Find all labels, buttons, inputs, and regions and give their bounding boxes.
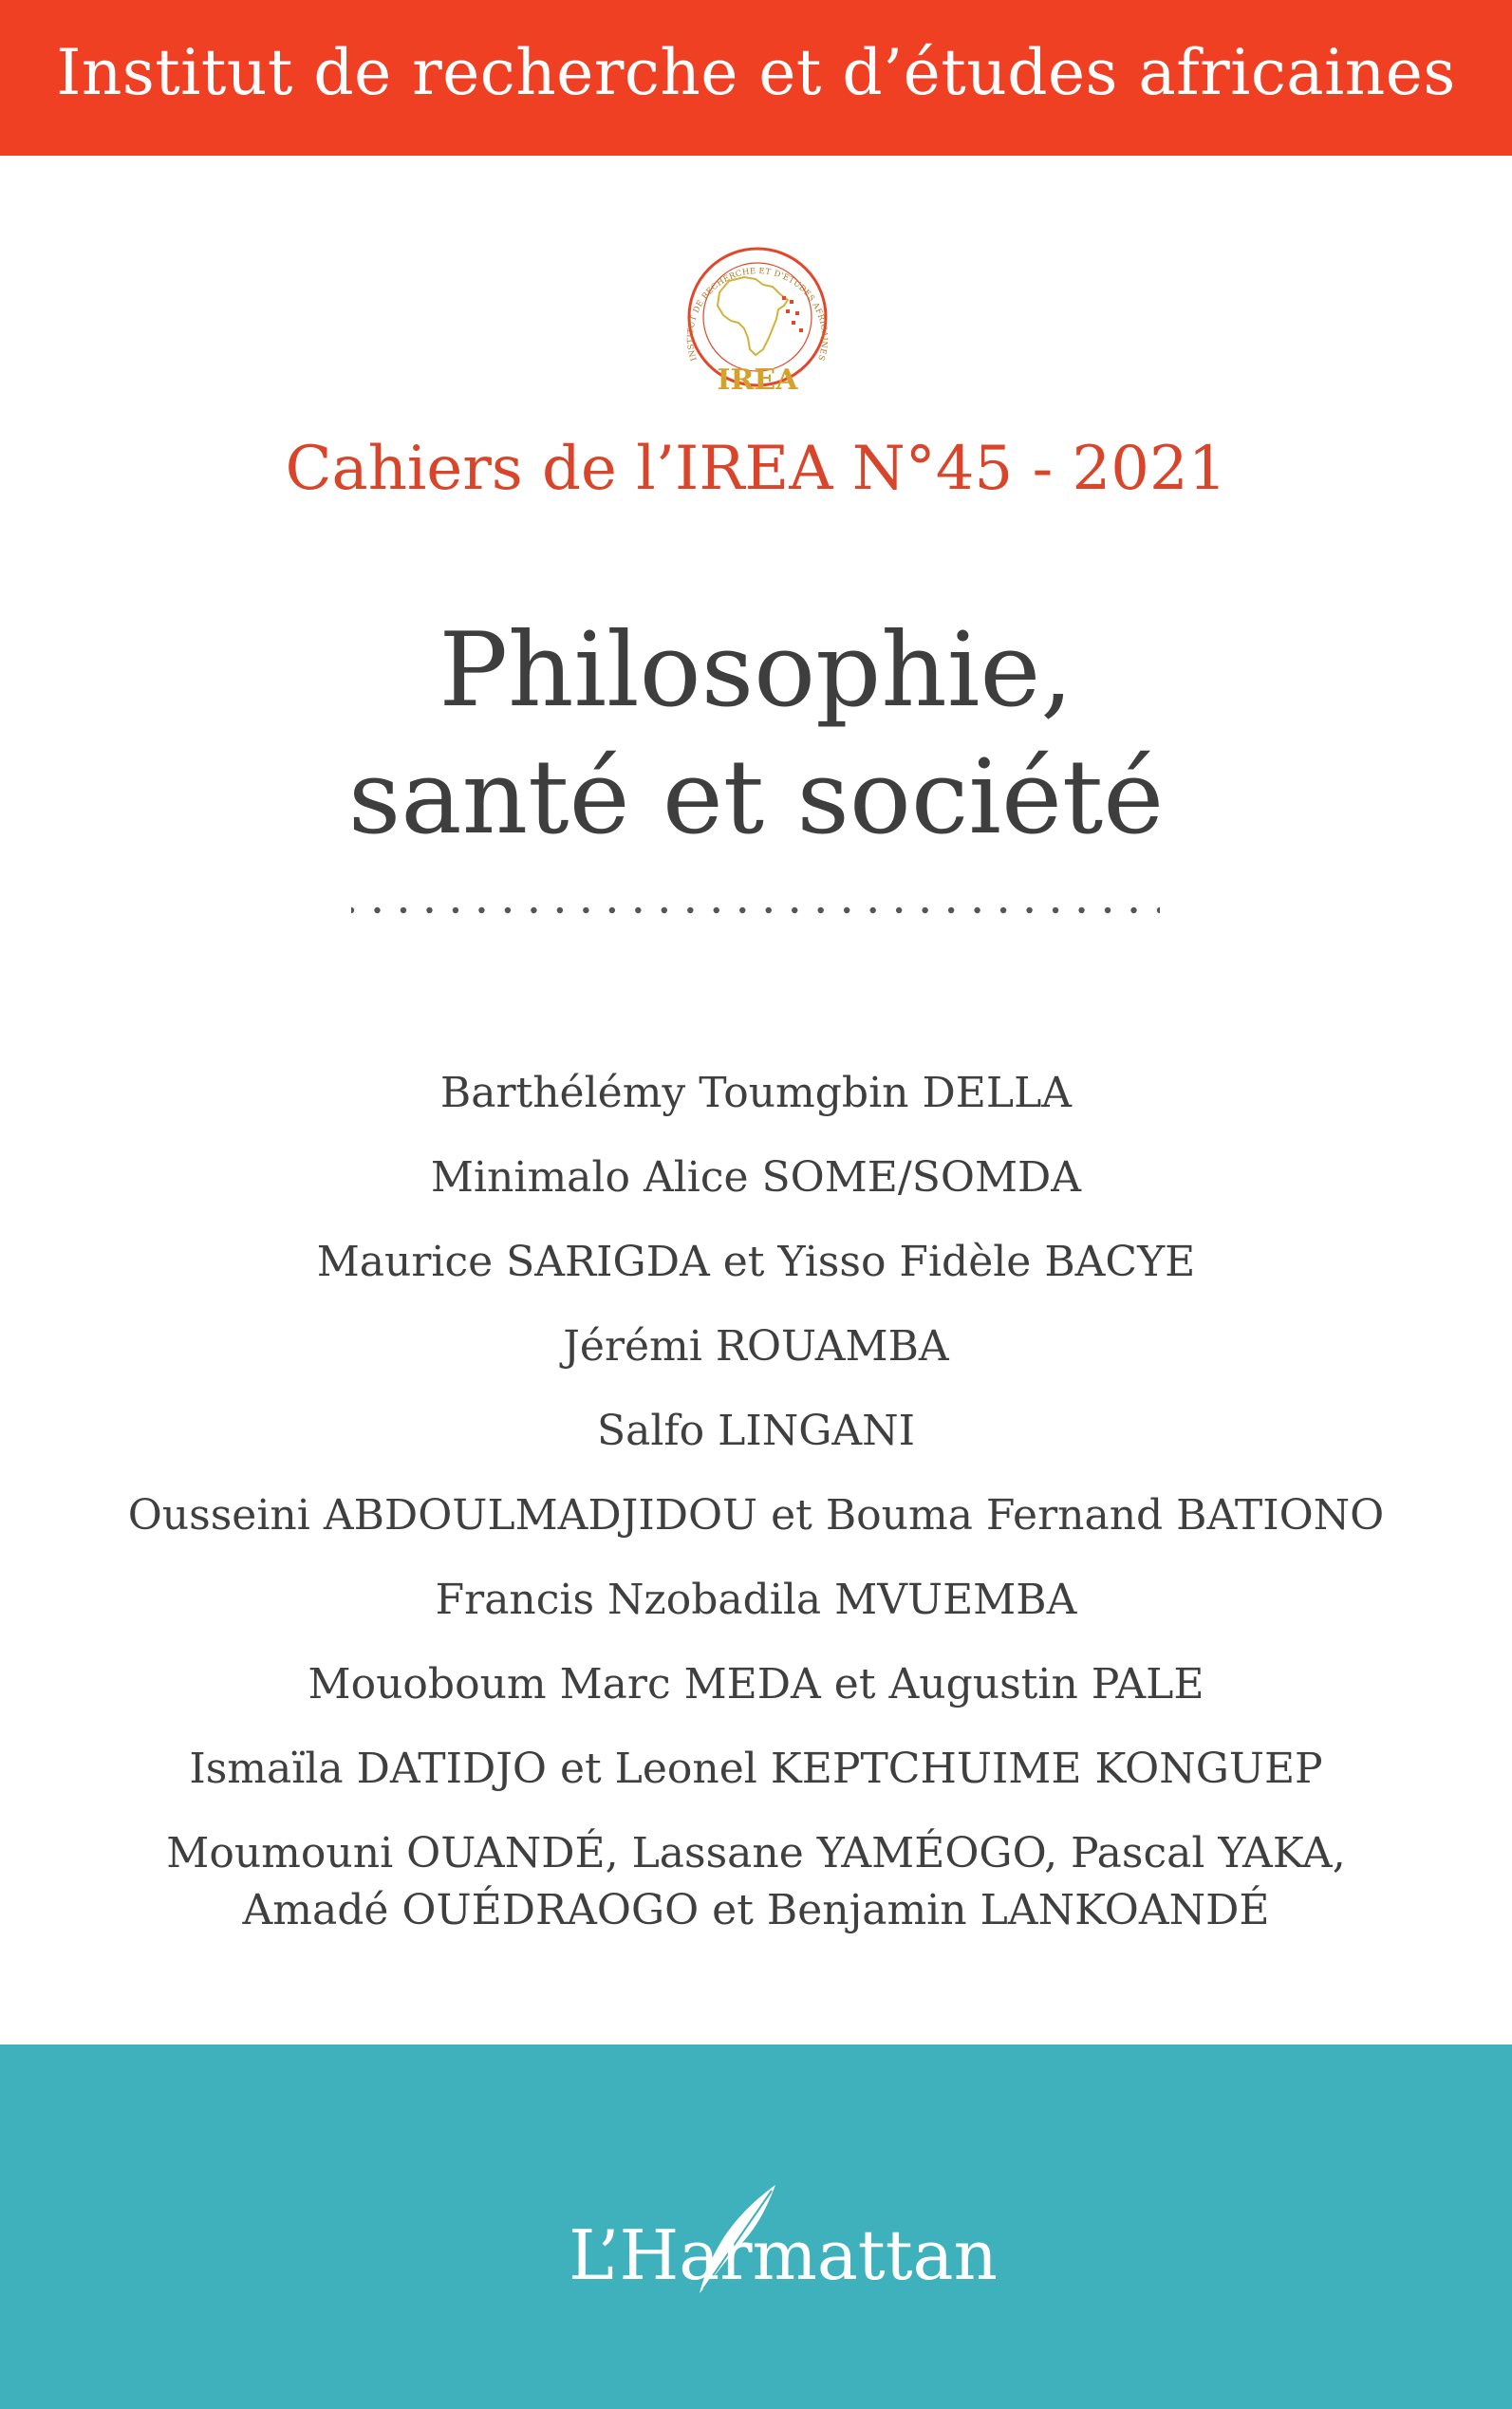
dotted-divider: [351, 905, 1160, 916]
divider-dot: [583, 907, 588, 913]
divider-dot: [374, 907, 380, 913]
divider-dot: [896, 907, 902, 913]
logo-ring-text: INSTITUT DE RECHERCHE ET D'ÉTUDES AFRICAINES: [685, 267, 830, 363]
author-line: Barthélémy Toumgbin DELLA: [439, 1069, 1073, 1117]
author-line: Minimalo Alice SOME/SOMDA: [430, 1153, 1082, 1202]
divider-dot: [426, 907, 432, 913]
divider-dot: [662, 907, 667, 913]
divider-dot: [505, 907, 511, 913]
divider-dot: [766, 907, 772, 913]
divider-dot: [792, 907, 797, 913]
divider-dot: [1078, 907, 1084, 913]
divider-dot: [351, 907, 354, 913]
divider-dot: [714, 907, 719, 913]
publisher-logo: [569, 2183, 998, 2325]
divider-dot: [818, 907, 824, 913]
divider-dot: [687, 907, 693, 913]
divider-dot: [844, 907, 849, 913]
author-line-last-2: Amadé OUÉDRAOGO et Benjamin LANKOANDÉ: [242, 1886, 1270, 1934]
divider-dot: [401, 907, 406, 913]
divider-dot: [974, 907, 980, 913]
publisher-name: L’Harmattan: [569, 2215, 998, 2295]
author-list: [0, 1065, 1512, 1939]
series-label: Cahiers de l’IREA N°45 - 2021: [285, 434, 1227, 504]
divider-dot: [869, 907, 875, 913]
divider-dot: [1000, 907, 1006, 913]
author-line: Francis Nzobadila MVUEMBA: [435, 1576, 1077, 1624]
divider-dot: [1105, 907, 1111, 913]
author-line-last-1: Moumouni OUANDÉ, Lassane YAMÉOGO, Pascal YAKA,: [166, 1829, 1346, 1877]
header-band: [0, 0, 1512, 156]
divider-dot: [1157, 907, 1160, 913]
author-line: Jérémi ROUAMBA: [563, 1322, 949, 1371]
institute-name: Institut de recherche et d’études africaines: [56, 36, 1456, 109]
divider-dot: [609, 907, 615, 913]
divider-dot: [1130, 907, 1136, 913]
divider-dot: [453, 907, 458, 913]
divider-dot: [531, 907, 536, 913]
author-line: Mouoboum Marc MEDA et Augustin PALE: [308, 1660, 1204, 1709]
title-line-1: Philosophie,: [439, 611, 1073, 730]
book-title: [0, 607, 1512, 862]
divider-dot: [739, 907, 745, 913]
title-line-2: santé et société: [347, 738, 1165, 857]
author-line: Ousseini ABDOULMADJIDOU et Bouma Fernand BATIONO: [127, 1491, 1385, 1540]
divider-dot: [948, 907, 954, 913]
divider-dot: [922, 907, 927, 913]
divider-dot: [1026, 907, 1032, 913]
author-line: Ismaïla DATIDJO et Leonel KEPTCHUIME KONGUEP: [189, 1745, 1323, 1793]
divider-dot: [557, 907, 563, 913]
author-line: Salfo LINGANI: [596, 1407, 916, 1455]
divider-dot: [1053, 907, 1058, 913]
africa-map-icon: [718, 277, 788, 355]
irea-logo: [661, 243, 854, 404]
divider-dot: [635, 907, 641, 913]
author-line: Maurice SARIGDA et Yisso Fidèle BACYE: [316, 1238, 1196, 1286]
logo-acronym: IREA: [717, 364, 798, 397]
divider-dot: [478, 907, 484, 913]
